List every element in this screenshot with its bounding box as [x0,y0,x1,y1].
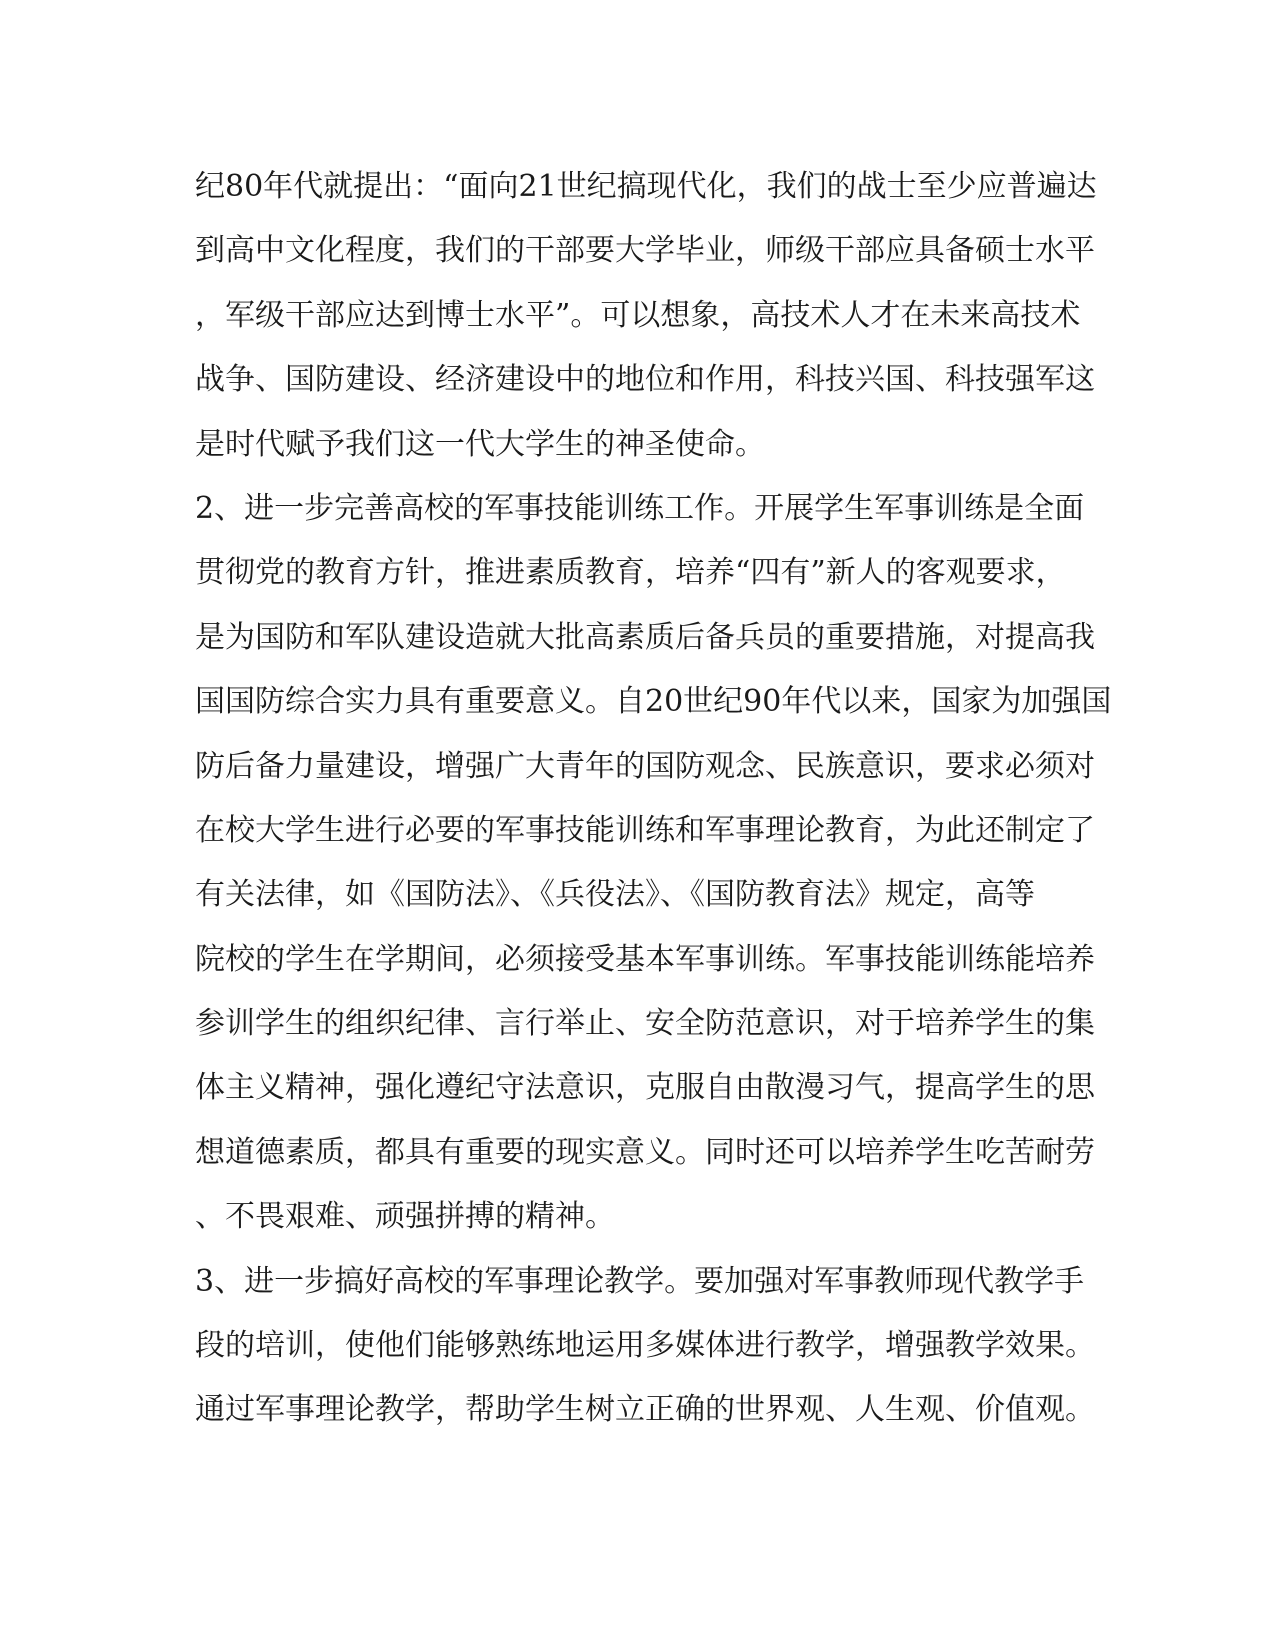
text-line: 想道德素质，都具有重要的现实意义。同时还可以培养学生吃苦耐劳 [195,1134,1095,1170]
text-line: 段的培训，使他们能够熟练地运用多媒体进行教学，增强教学效果。 [195,1328,1095,1364]
text-line: 战争、国防建设、经济建设中的地位和作用，科技兴国、科技强军这 [195,362,1095,398]
text-line: 是时代赋予我们这一代大学生的神圣使命。 [195,426,765,462]
text-line: 3、进一步搞好高校的军事理论教学。要加强对军事教师现代教学手 [195,1263,1085,1299]
text-line: 参训学生的组织纪律、言行举止、安全防范意识，对于培养学生的集 [195,1006,1095,1042]
text-line: 纪80年代就提出：“面向21世纪搞现代化，我们的战士至少应普遍达 [195,169,1097,204]
text-line: 到高中文化程度，我们的干部要大学毕业，师级干部应具备硕士水平 [195,233,1095,269]
text-line: ，军级干部应达到博士水平”。可以想象，高技术人才在未来高技术 [195,297,1081,333]
text-line: 通过军事理论教学，帮助学生树立正确的世界观、人生观、价值观。 [195,1392,1095,1428]
text-line: 贯彻党的教育方针，推进素质教育，培养“四有”新人的客观要求， [195,555,1066,591]
text-line: 是为国防和军队建设造就大批高素质后备兵员的重要措施，对提高我 [195,619,1095,655]
text-line: 国国防综合实力具有重要意义。自20世纪90年代以来，国家为加强国 [195,684,1112,720]
text-line: 防后备力量建设，增强广大青年的国防观念、民族意识，要求必须对 [195,748,1095,784]
text-line: 体主义精神，强化遵纪守法意识，克服自由散漫习气，提高学生的思 [195,1070,1095,1106]
body-text [195,155,1112,1443]
text-line: 有关法律，如《国防法》、《兵役法》、《国防教育法》规定，高等 [195,877,1035,913]
text-line: 院校的学生在学期间，必须接受基本军事训练。军事技能训练能培养 [195,941,1095,977]
text-line: 2、进一步完善高校的军事技能训练工作。开展学生军事训练是全面 [195,490,1085,526]
text-line: 在校大学生进行必要的军事技能训练和军事理论教育，为此还制定了 [195,812,1095,848]
text-line: 、不畏艰难、顽强拼搏的精神。 [195,1199,615,1235]
